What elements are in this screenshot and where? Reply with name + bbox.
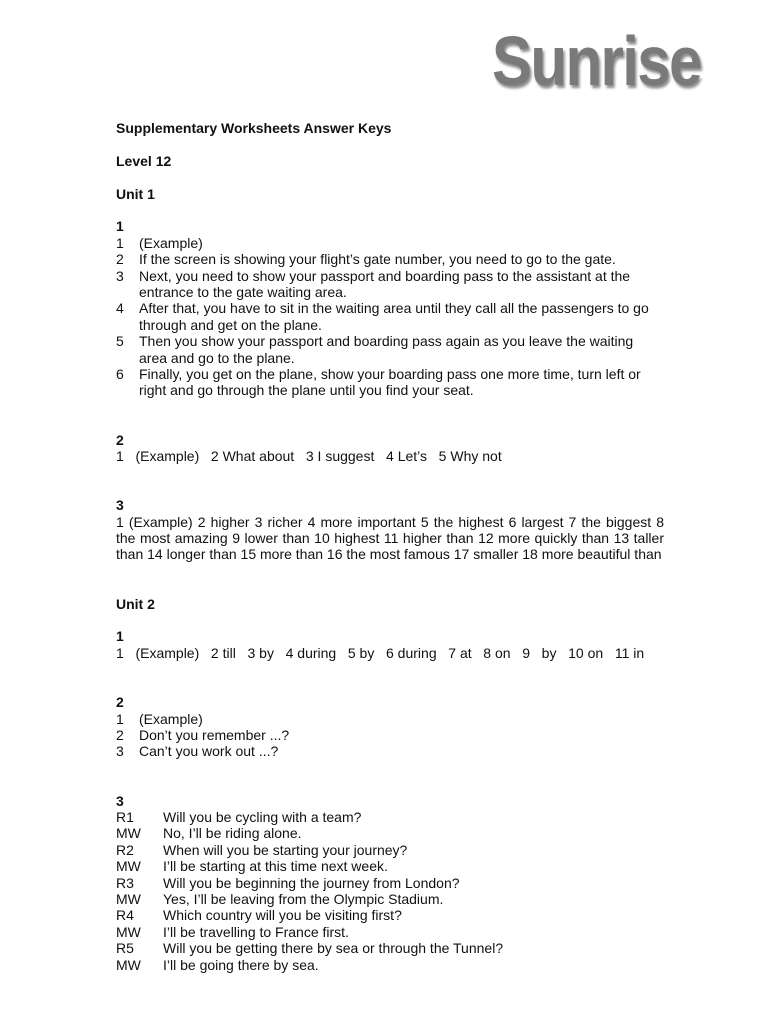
item-number: 1 xyxy=(116,710,124,727)
dialogue-text: Will you be cycling with a team? xyxy=(163,808,362,825)
unit2-exercise3-dialogue xyxy=(116,809,664,973)
speaker-label: R4 xyxy=(116,907,134,924)
unit1-exercise3-number: 3 xyxy=(116,497,124,514)
list-item xyxy=(116,251,664,267)
item-text: Next, you need to show your passport and boarding pass to the assistant at the entrance to the gate waiting area. xyxy=(139,267,631,301)
item-number: 6 xyxy=(116,366,124,383)
item-number: 3 xyxy=(116,267,124,284)
dialogue-line xyxy=(116,924,664,940)
unit2-exercise1-answers: 1 (Example) 2 till 3 by 4 during 5 by 6 during 7 at 8 on 9 by 10 on 11 in xyxy=(116,644,645,661)
dialogue-line xyxy=(116,891,664,907)
item-text: Then you show your passport and boarding pass again as you leave the waiting area and go to the plane. xyxy=(139,333,634,366)
unit2-exercise1-number: 1 xyxy=(116,628,124,645)
unit1-exercise3-answers: 1 (Example) 2 higher 3 richer 4 more important 5 the highest 6 largest 7 the biggest 8 the most amazing 9 lower than 10 highest 11 higher than 12 more quickly than 13 taller than 14 longer than 15 more than 16 the most famous 17 smaller 18 more beautiful than xyxy=(116,513,664,563)
speaker-label: R3 xyxy=(116,874,134,891)
dialogue-line xyxy=(116,940,664,956)
dialogue-text: No, I’ll be riding alone. xyxy=(163,825,302,842)
list-item xyxy=(116,268,664,301)
dialogue-text: Which country will you be visiting first? xyxy=(163,907,402,924)
list-item xyxy=(116,333,664,366)
speaker-label: R5 xyxy=(116,940,134,957)
unit2-exercise2-number: 2 xyxy=(116,694,124,711)
speaker-label: MW xyxy=(116,956,141,973)
dialogue-line xyxy=(116,842,664,858)
item-text: Can’t you work out ...? xyxy=(139,743,279,760)
item-text: After that, you have to sit in the waiting area until they call all the passengers to go through and get on the plane. xyxy=(139,300,649,333)
item-number: 4 xyxy=(116,300,124,317)
document-title: Supplementary Worksheets Answer Keys xyxy=(116,120,392,136)
dialogue-text: I’ll be travelling to France first. xyxy=(163,923,349,940)
dialogue-text: When will you be starting your journey? xyxy=(163,841,408,858)
item-number: 2 xyxy=(116,251,124,268)
dialogue-line xyxy=(116,809,664,825)
item-text: If the screen is showing your flight’s gate number, you need to go to the gate. xyxy=(139,251,616,268)
dialogue-text: Yes, I’ll be leaving from the Olympic Stadium. xyxy=(163,890,444,907)
dialogue-line xyxy=(116,875,664,891)
dialogue-text: I’ll be going there by sea. xyxy=(163,956,319,973)
item-text: Finally, you get on the plane, show your boarding pass one more time, turn left or right and go through the plane until you find your seat. xyxy=(139,366,641,399)
item-number: 3 xyxy=(116,743,124,760)
sunrise-logo: Sunrise xyxy=(492,22,701,100)
unit1-exercise2-answers: 1 (Example) 2 What about 3 I suggest 4 Let’s 5 Why not xyxy=(116,448,502,465)
speaker-label: MW xyxy=(116,825,141,842)
unit1-exercise2-number: 2 xyxy=(116,431,124,448)
unit1-exercise1-list xyxy=(116,235,664,399)
dialogue-text: Will you be getting there by sea or through the Tunnel? xyxy=(163,940,504,957)
item-text: (Example) xyxy=(139,234,203,251)
item-text: (Example) xyxy=(139,710,203,727)
item-number: 5 xyxy=(116,333,124,350)
dialogue-line xyxy=(116,825,664,841)
list-item xyxy=(116,743,664,759)
unit2-exercise2-list xyxy=(116,711,664,760)
speaker-label: MW xyxy=(116,923,141,940)
list-item xyxy=(116,235,664,251)
dialogue-text: Will you be beginning the journey from London? xyxy=(163,874,460,891)
list-item xyxy=(116,727,664,743)
dialogue-line xyxy=(116,858,664,874)
list-item xyxy=(116,366,664,399)
unit1-exercise1-number: 1 xyxy=(116,218,124,235)
item-number: 1 xyxy=(116,234,124,251)
answer-key-document xyxy=(116,120,664,973)
item-number: 2 xyxy=(116,726,124,743)
list-item xyxy=(116,711,664,727)
list-item xyxy=(116,300,664,333)
level-heading: Level 12 xyxy=(116,152,172,169)
dialogue-line xyxy=(116,957,664,973)
dialogue-line xyxy=(116,907,664,923)
unit2-heading: Unit 2 xyxy=(116,595,155,612)
item-text: Don’t you remember ...? xyxy=(139,726,290,743)
speaker-label: MW xyxy=(116,890,141,907)
speaker-label: R2 xyxy=(116,841,134,858)
unit2-exercise3-number: 3 xyxy=(116,792,124,809)
dialogue-text: I’ll be starting at this time next week. xyxy=(163,858,388,875)
speaker-label: MW xyxy=(116,858,141,875)
speaker-label: R1 xyxy=(116,808,134,825)
unit1-heading: Unit 1 xyxy=(116,185,155,202)
